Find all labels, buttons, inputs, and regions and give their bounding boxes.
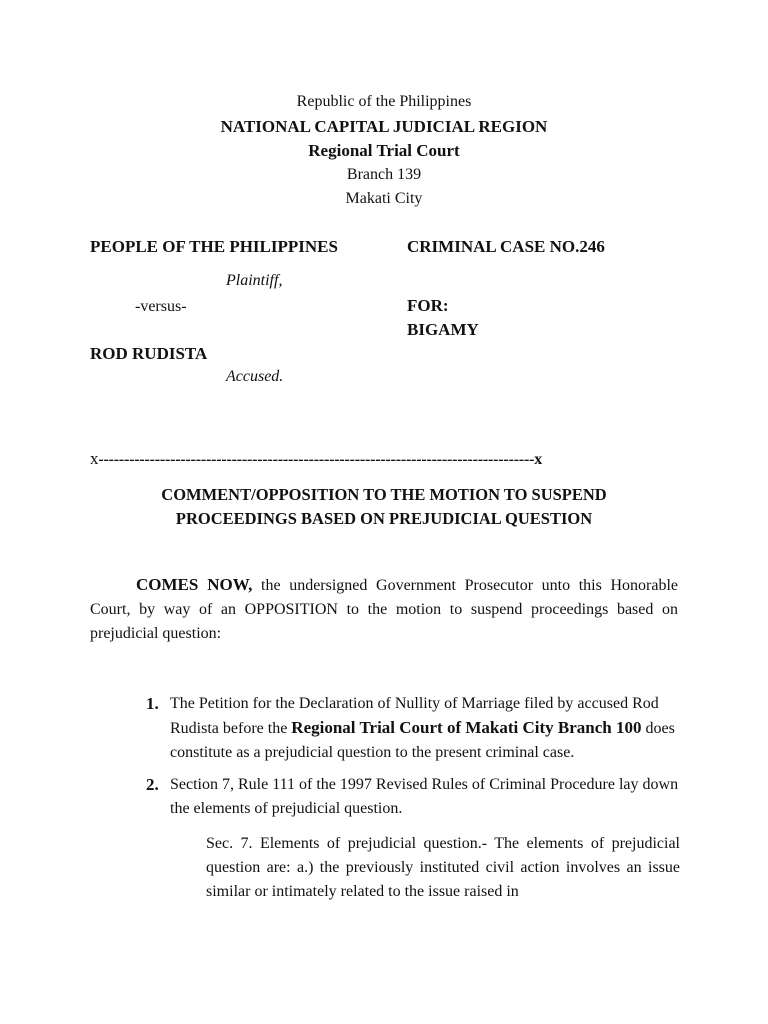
pleading-title-line2: PROCEEDINGS BASED ON PREJUDICIAL QUESTION — [175, 509, 593, 528]
case-number: CRIMINAL CASE NO.246 — [407, 237, 605, 256]
item-number: 2. — [146, 775, 159, 794]
quoted-rule: Sec. 7. Elements of prejudicial question.- The elements of prejudicial question are: a.) the previously instituted civil action involves an issue similar or intimately related to the issue raised in — [206, 835, 680, 900]
separator-dashes: ------------------------------------------------------------------------------------- — [98, 451, 535, 468]
item-bold-court: Regional Trial Court of Makati City Branch 100 — [291, 718, 642, 737]
item-text-b: does constitute as a prejudicial question to the present criminal case. — [170, 720, 675, 761]
item-number: 1. — [146, 694, 159, 713]
intro-text: the undersigned Government Prosecutor unto this Honorable Court, by way of an OPPOSITION to the motion to suspend proceedings based on prejudicial question: — [90, 577, 679, 642]
people-party: PEOPLE OF THE PHILIPPINES — [90, 237, 338, 256]
item-text: Section 7, Rule 111 of the 1997 Revised Rules of Criminal Procedure lay down the elements of prejudicial question. — [170, 776, 679, 817]
caption-separator — [90, 449, 630, 469]
branch-line: Branch 139 — [346, 166, 422, 183]
city-line: Makati City — [345, 190, 423, 207]
judicial-region: NATIONAL CAPITAL JUDICIAL REGION — [220, 117, 548, 136]
separator-end: x — [534, 451, 543, 468]
intro-paragraph — [90, 573, 678, 646]
for-label: FOR: — [407, 296, 449, 315]
plaintiff-label: Plaintiff, — [226, 272, 283, 289]
list-item — [146, 773, 686, 821]
versus-label: -versus- — [135, 298, 187, 315]
list-item — [146, 692, 686, 764]
republic-line: Republic of the Philippines — [296, 93, 472, 110]
accused-label: Accused. — [226, 368, 284, 385]
accused-name: ROD RUDISTA — [90, 344, 208, 363]
comes-now: COMES NOW, — [136, 575, 253, 594]
separator-start: x — [90, 449, 99, 468]
item-text-a: The Petition for the Declaration of Nullity of Marriage filed by accused Rod Rudista before the — [170, 695, 659, 737]
item-text — [170, 692, 682, 765]
offense-label: BIGAMY — [407, 320, 479, 339]
pleading-title-line1: COMMENT/OPPOSITION TO THE MOTION TO SUSPEND — [161, 485, 607, 504]
court-name: Regional Trial Court — [308, 141, 460, 160]
